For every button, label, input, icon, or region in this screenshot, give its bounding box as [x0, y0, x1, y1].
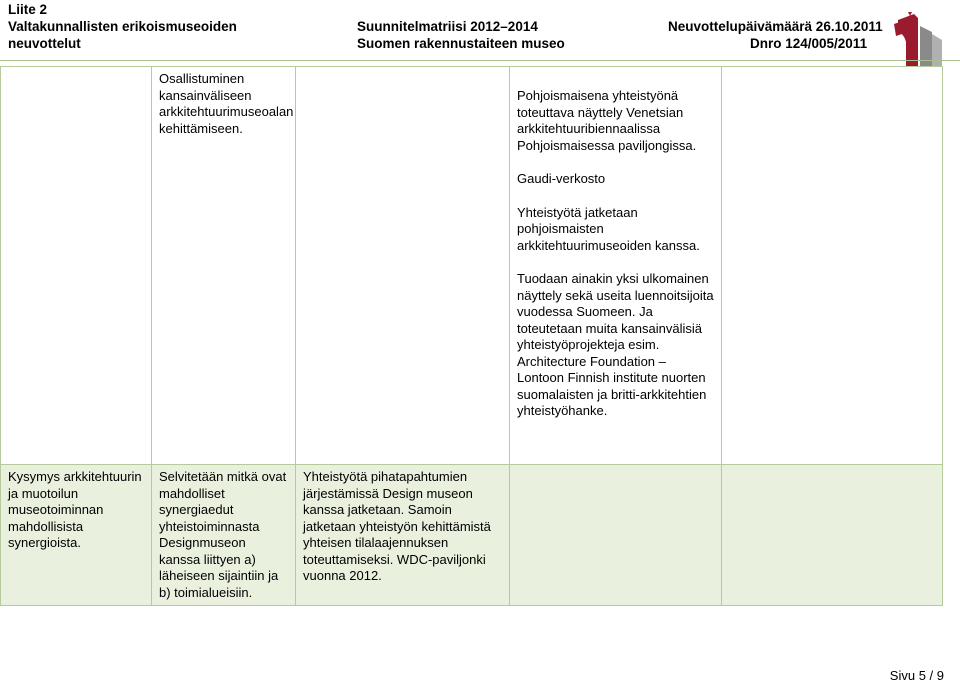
header-divider — [0, 60, 960, 61]
table-cell — [296, 67, 510, 465]
appendix-label: Liite 2 — [8, 2, 48, 17]
negotiation-title-line1: Valtakunnallisten erikoismuseoiden — [8, 19, 237, 34]
plan-matrix-title: Suunnitelmatriisi 2012–2014 — [357, 19, 538, 34]
plan-matrix-table — [0, 66, 943, 606]
table-cell: Selvitetään mitkä ovat mahdolliset synergiaedut yhteistoiminnasta Designmuseon kanssa liittyen a) läheiseen sijaintiin ja b) toimialueisiin. — [152, 465, 296, 606]
table-row — [1, 67, 943, 465]
table-cell — [1, 67, 152, 465]
paragraph: Gaudi-verkosto — [517, 171, 606, 186]
table-cell — [722, 465, 943, 606]
paragraph: Tuodaan ainakin yksi ulkomainen näyttely sekä useita luennoitsijoita vuodessa Suomeen. Ja toteutetaan muita kansainvälisiä yhteistyöprojekteja esim. Architecture Foundation – Lontoon Finnish institute nuorten suomalaisten ja britti-arkkitehtien yhteistyöhanke. — [517, 271, 714, 418]
paragraph: Pohjoismaisena yhteistyönä toteuttava näyttely Venetsian arkkitehtuuribiennaalissa Pohjoismaisessa paviljongissa. — [517, 88, 697, 153]
table-cell: Osallistuminen kansainväliseen arkkitehtuurimuseoalan kehittämiseen. — [152, 67, 296, 465]
table-cell — [510, 465, 722, 606]
negotiation-title-line2: neuvottelut — [8, 36, 81, 51]
table-cell — [510, 67, 722, 465]
page-header — [0, 0, 960, 58]
table-cell: Yhteistyötä pihatapahtumien järjestämissä Design museon kanssa jatketaan. Samoin jatketaan yhteistyön kehittämistä yhteisen tilalaajennuksen toteuttamiseksi. WDC-paviljonki vuonna 2012. — [296, 465, 510, 606]
museum-name: Suomen rakennustaiteen museo — [357, 36, 565, 51]
table-cell: Kysymys arkkitehtuurin ja muotoilun museotoiminnan mahdollisista synergioista. — [1, 465, 152, 606]
museum-logo-icon — [884, 12, 944, 66]
negotiation-date: Neuvottelupäivämäärä 26.10.2011 — [668, 19, 883, 34]
page-number: Sivu 5 / 9 — [889, 668, 944, 683]
table-cell — [722, 67, 943, 465]
paragraph: Yhteistyötä jatketaan pohjoismaisten arkkitehtuurimuseoiden kanssa. — [517, 204, 700, 253]
table-row — [1, 465, 943, 606]
record-number: Dnro 124/005/2011 — [750, 36, 868, 51]
